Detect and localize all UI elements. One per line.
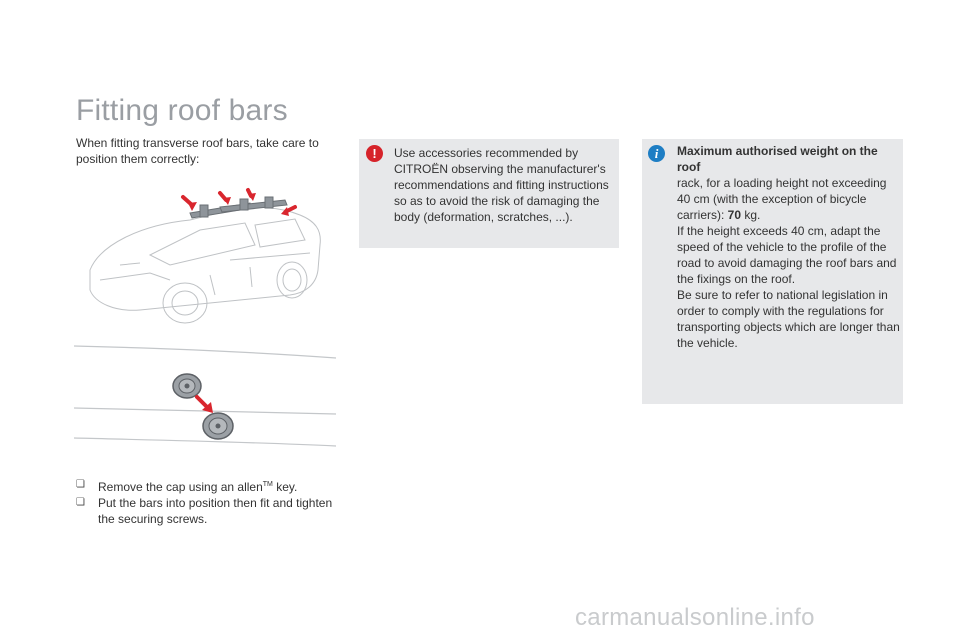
roof-insert-icon: [173, 374, 201, 398]
warning-icon: !: [366, 145, 383, 162]
info-paragraph: If the height exceeds 40 cm, adapt the speed of the vehicle to the profile of the road to avoid damaging the roof bars and the fixings on the roof.: [677, 224, 897, 286]
watermark: carmanualsonline.info: [575, 604, 815, 631]
info-box: [642, 139, 903, 404]
info-heading: Maximum authorised weight on the roof: [677, 144, 878, 174]
info-weight-paragraph: rack, for a loading height not exceeding 40 cm (with the exception of bicycle carriers): 70 kg.: [677, 176, 887, 222]
steps-list: [76, 477, 336, 527]
bullet-marker-icon: ❏: [76, 497, 85, 508]
warning-text: Use accessories recommended by CITROËN observing the manufacturer's recommendations and fitting instructions so as to avoid the risk of damaging the body (deformation, scratches, ...).: [394, 146, 609, 224]
weight-value: 70: [727, 208, 742, 222]
intro-text: When fitting transverse roof bars, take care to position them correctly:: [76, 136, 319, 166]
bullet-marker-icon: ❏: [76, 479, 85, 490]
page-title: Fitting roof bars: [76, 94, 288, 127]
cap-removal-illustration: [74, 342, 338, 450]
info-text: [677, 143, 901, 351]
info-icon: i: [648, 145, 665, 162]
info-paragraph: Be sure to refer to national legislation in order to comply with the regulations for transporting objects which are longer than the vehicle.: [677, 288, 900, 350]
step-text: Put the bars into position then fit and tighten the securing screws.: [98, 496, 333, 526]
car-roof-bars-illustration: [80, 185, 330, 345]
step-text: Remove the cap using an allen™ key.: [98, 480, 298, 494]
warning-box: [359, 139, 619, 248]
step-item: [76, 477, 336, 495]
step-item: [76, 495, 336, 527]
cap-icon: [203, 413, 233, 439]
